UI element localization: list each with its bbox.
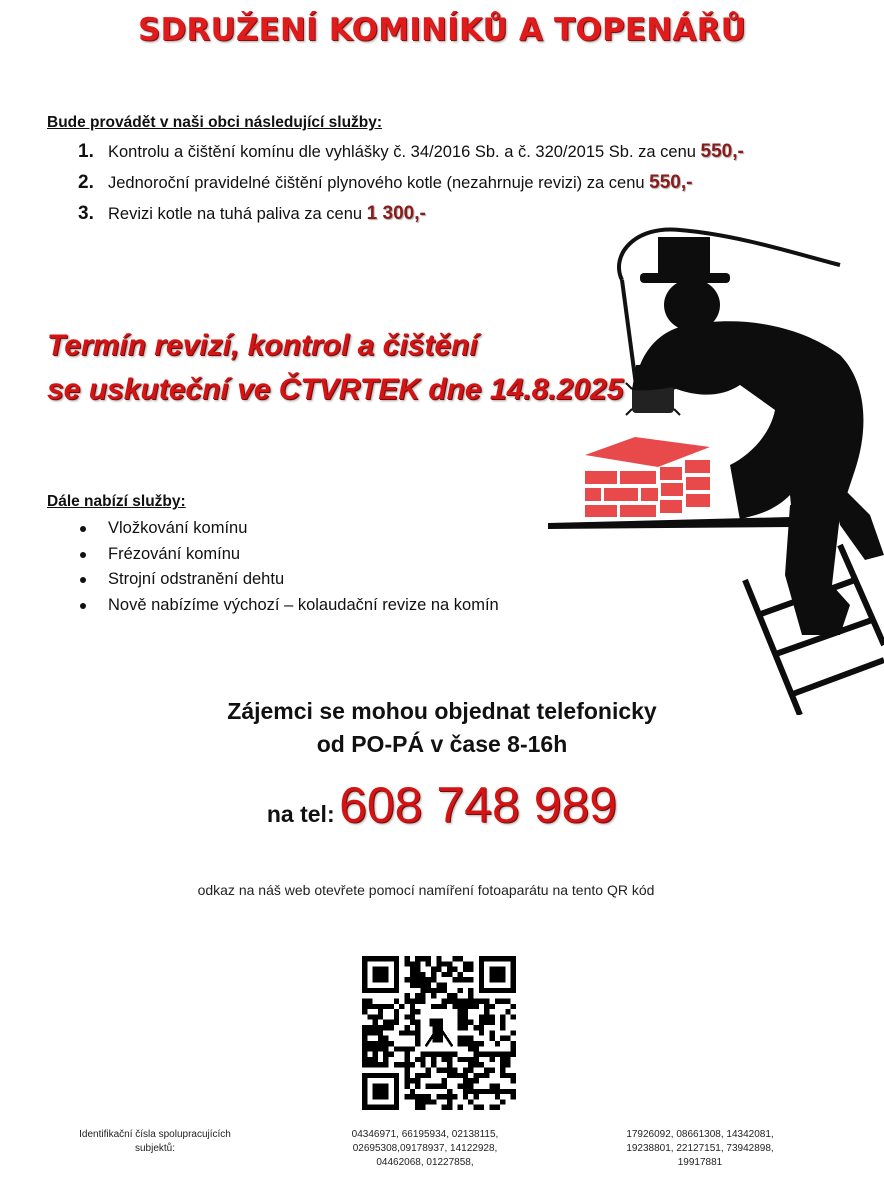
service-text: Revizi kotle na tuhá paliva za cenu [108,205,367,223]
service-price: 550,- [700,141,744,162]
phone-row [0,776,884,834]
extra-services-heading: Dále nabízí služby: [47,493,186,510]
service-number: 3. [78,203,94,224]
footer-ids-col-2: 17926092, 08661308, 14342081, 19238801, 22127151, 73942898, 19917881 [626,1129,774,1168]
phone-number: 608 748 989 [339,777,618,833]
services-heading: Bude provádět v naši obci následující služby: [47,114,383,131]
chimney-sweep-illustration [540,215,884,715]
phone-label: na tel: [266,801,335,827]
poster-title: SDRUŽENÍ KOMINÍKŮ A TOPENÁŘŮ [137,12,747,48]
list-item: Frézování komínu [78,542,598,568]
contact-line-2: od PO-PÁ v čase 8-16h [316,731,568,757]
bullet-icon [80,526,86,532]
service-text: Jednoroční pravidelné čištění plynového kotle (nezahrnuje revizi) za cenu [108,174,650,192]
service-number: 2. [78,172,94,193]
bullet-icon [80,603,86,609]
footer-ids-col-1: 04346971, 66195934, 02138115, 02695308,09178937, 14122928, 04462068, 01227858, [351,1129,499,1168]
bullet-icon [80,552,86,558]
list-item: Nově nabízíme výchozí – kolaudační revize na komín [78,593,598,619]
qr-caption: odkaz na náš web otevřete pomocí namíření fotoaparátu na tento QR kód [197,882,655,898]
service-price: 1 300,- [366,203,426,224]
date-line-2: se uskuteční ve ČTVRTEK dne 14.8.2025 [47,373,624,406]
service-item [78,136,838,167]
footer-id-label: Identifikační čísla spolupracujících subjektů: [79,1129,231,1154]
service-text: Kontrolu a čištění komínu dle vyhlášky č. 34/2016 Sb. a č. 320/2015 Sb. za cenu [108,143,701,161]
qr-code-icon[interactable] [362,956,516,1110]
list-item: Strojní odstranění dehtu [78,567,598,593]
contact-line-1: Zájemci se mohou objednat telefonicky [227,698,657,724]
date-line-1: Termín revizí, kontrol a čištění [47,329,478,362]
bullet-icon [80,577,86,583]
service-item [78,167,838,198]
service-price: 550,- [649,172,693,193]
extra-services-list [78,516,598,618]
list-item: Vložkování komínu [78,516,598,542]
service-number: 1. [78,141,94,162]
